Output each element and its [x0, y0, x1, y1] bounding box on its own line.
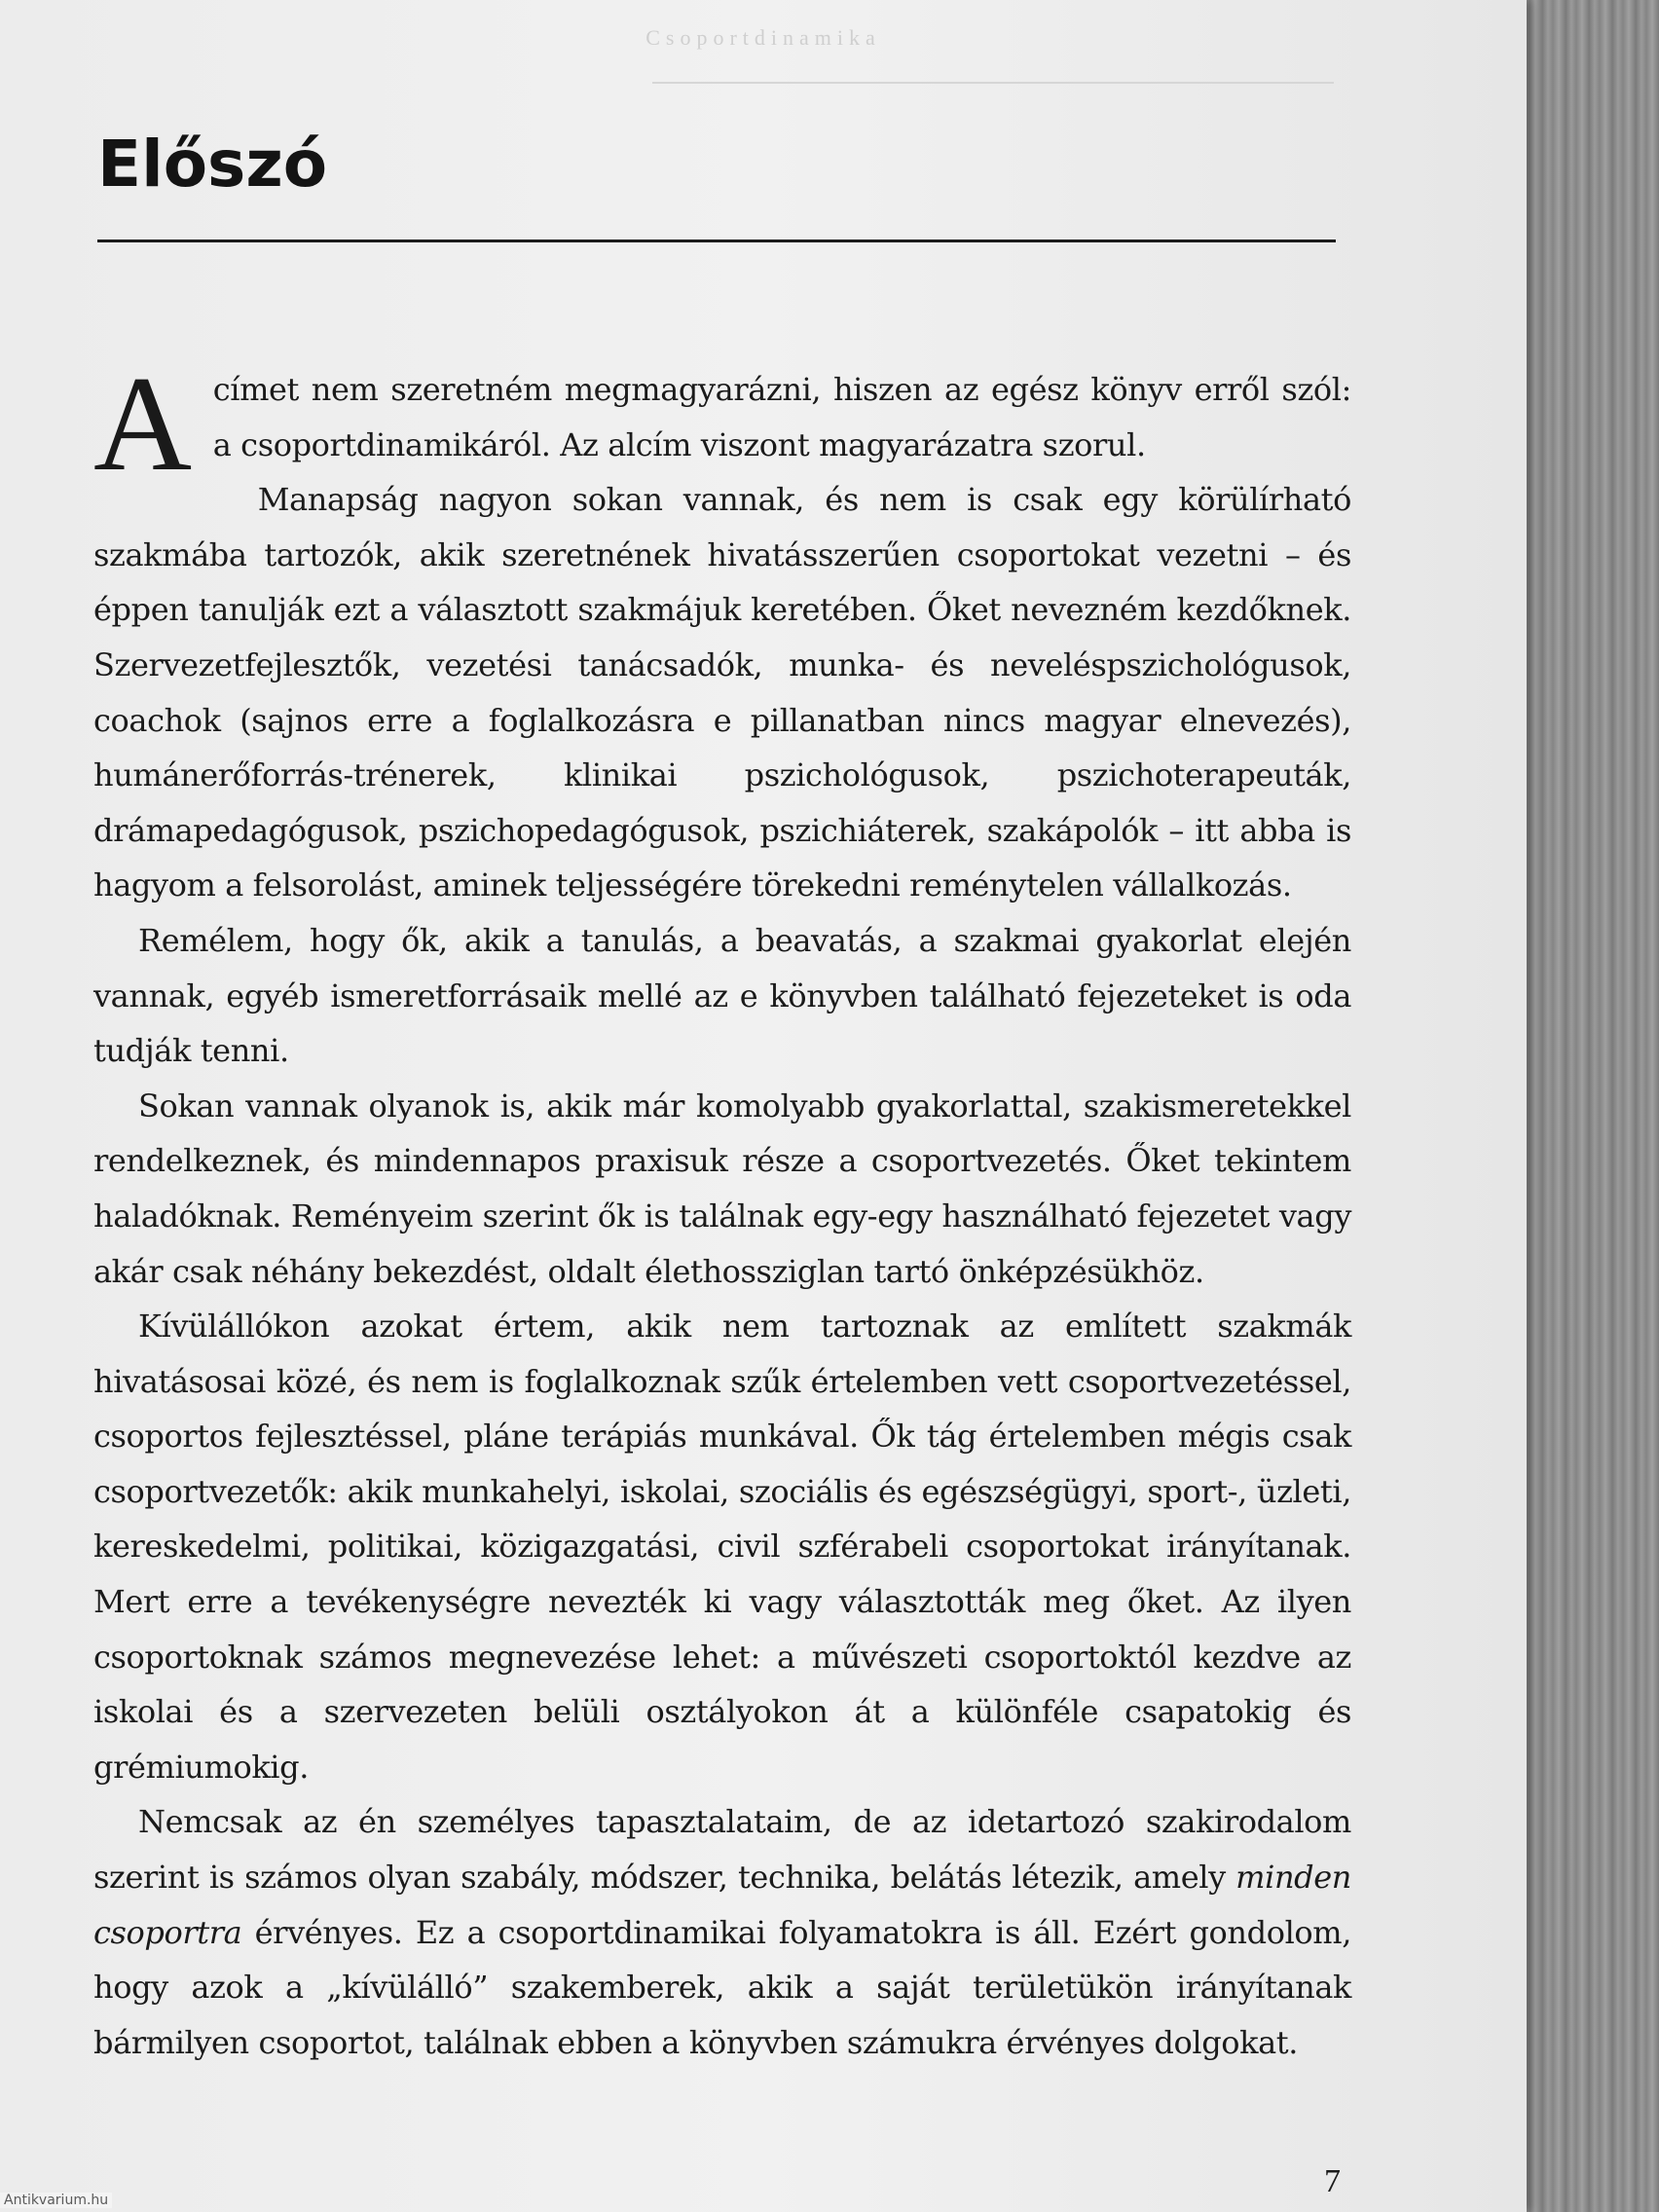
paragraph-5: Kívülállókon azokat értem, akik nem tartoznak az említett szakmák hivatásosai közé, és nem is foglalkoznak szűk értelemben vett csoportvezetéssel, csoportos fejlesztéssel, pláne terápiás munkával. Ők tág értelemben mégis csak csoportvezetők: akik munkahelyi, iskolai, szociális és egészségügyi, sport-, üzleti, kereskedelmi, politikai, közigazgatási, civil szférabeli csoportokat irányítanak. Mert erre a tevékenységre nevezték ki vagy választották meg őket. Az ilyen csoportoknak számos megnevezése lehet: a művészeti csoportoktól kezdve az iskolai és a szervezeten belüli osztályokon át a különféle csapatokig és grémiumokig.: [93, 1308, 1351, 1786]
paragraph-6-after: érvényes. Ez a csoportdinamikai folyamatokra is áll. Ezért gondolom, hogy azok a „kívülálló” szakemberek, akik a saját területükön irányítanak bármilyen csoportot, találnak ebben a könyvben számukra érvényes dolgokat.: [93, 1913, 1351, 2061]
paragraph-1-text: címet nem szeretném megmagyarázni, hiszen az egész könyv erről szól: a csoportdinamikáról. Az alcím viszont magyarázatra szorul.: [212, 371, 1351, 463]
paragraph-6-before: Nemcsak az én személyes tapasztalataim, de az idetartozó szakirodalom szerint is számos olyan szabály, módszer, technika, belátás létezik, amely: [93, 1803, 1351, 1897]
paragraph-1: [93, 349, 1351, 499]
paragraph-4: Sokan vannak olyanok is, akik már komolyabb gyakorlattal, szakismeretekkel rendelkeznek, és mindennapos praxisuk része a csoportvezetés. Őket tekintem haladóknak. Reményeim szerint ők is találnak egy-egy használható fejezetet vagy akár csak néhány bekezdést, oldalt élethossziglan tartó önképzésükhöz.: [93, 1087, 1351, 1290]
paragraph-6-emphasis: minden csoportra: [93, 1859, 1351, 1951]
paragraph-3: Remélem, hogy ők, akik a tanulás, a beavatás, a szakmai gyakorlat elején vannak, egyéb ismeretforrásaik mellé az e könyvben található fejezeteket is oda tudják tenni.: [93, 921, 1351, 1070]
running-head-rule: [652, 82, 1334, 84]
paragraph-6: [93, 1794, 1351, 2070]
drop-cap: A: [93, 349, 192, 499]
body-text: [93, 349, 1351, 2070]
background-surface: [1519, 0, 1659, 2212]
chapter-title: Előszó: [97, 127, 328, 202]
paragraph-2: Manapság nagyon sokan vannak, és nem is csak egy körülírható szakmába tartozók, akik szeretnének hivatásszerűen csoportokat vezetni – és éppen tanulják ezt a választott szakmájuk keretében. Őket nevezném kezdőknek. Szervezetfejlesztők, vezetési tanácsadók, munka- és neveléspszichológusok, coachok (sajnos erre a foglalkozásra e pillanatban nincs magyar elnevezés), humánerőforrás-trénerek, klinikai pszichológusok, pszichoterapeuták, drámapedagógusok, pszichopedagógusok, pszichiáterek, szakápolók – itt abba is hagyom a felsorolást, aminek teljességére törekedni reménytelen vállalkozás.: [93, 481, 1351, 904]
running-head: Csoportdinamika: [645, 25, 881, 50]
watermark: Antikvarium.hu: [0, 2193, 112, 2208]
page-number: 7: [1324, 2163, 1341, 2199]
title-underline-rule: [97, 240, 1336, 242]
